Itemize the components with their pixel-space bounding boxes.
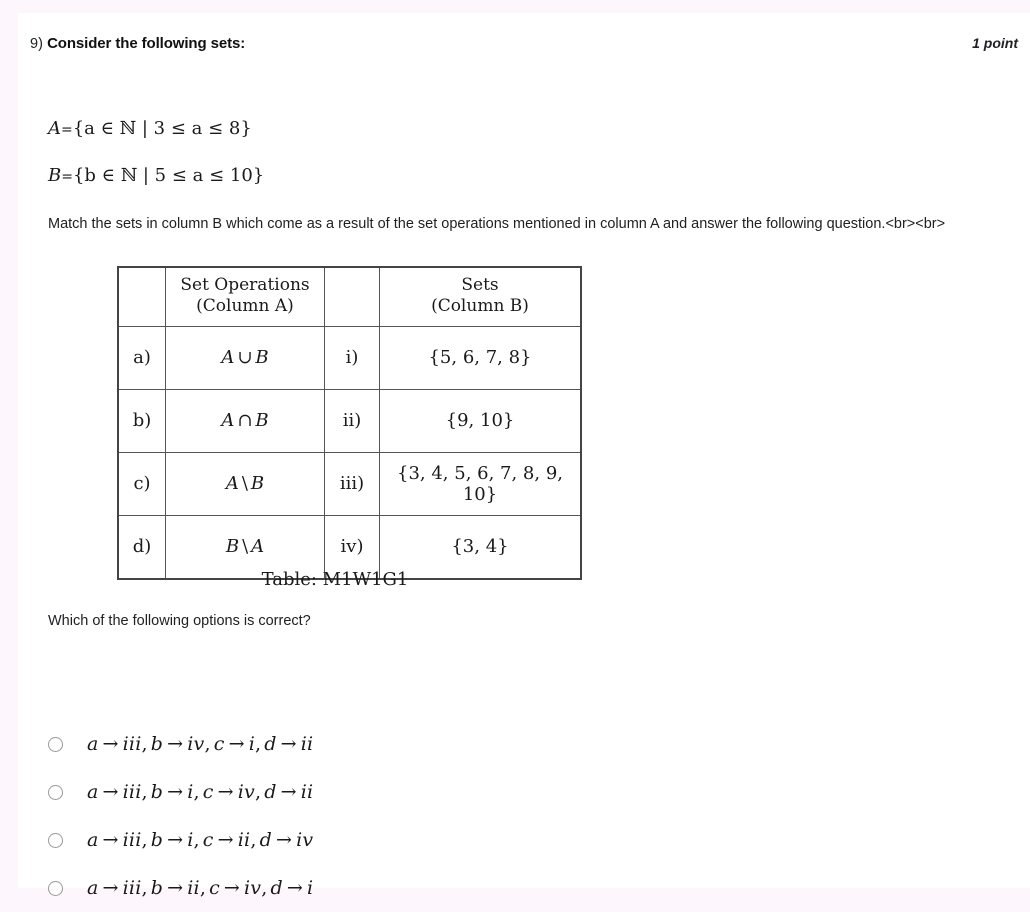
comma-separator: , [199,877,207,899]
operation-left-operand: A [221,347,235,368]
opt3-p6: d [259,829,272,851]
operation-right-operand: B [255,410,269,431]
arrow-icon: → [280,733,297,755]
arrow-icon: → [167,829,184,851]
comma-separator: , [141,829,148,851]
opt1-p0: a [87,733,99,755]
opt2-p3: i [187,781,194,803]
opt1-p3: iv [187,733,205,755]
radio-button-icon[interactable] [48,737,63,752]
opt3-p2: b [150,829,164,851]
arrow-icon: → [228,733,245,755]
arrow-icon: → [167,877,184,899]
row-operation [166,452,325,515]
opt2-p2: b [150,781,164,803]
set-b-definition [48,165,264,186]
matching-table [117,266,582,580]
comma-separator: , [193,829,200,851]
operation-symbol: ∪ [237,347,253,368]
opt3-p3: i [187,829,194,851]
opt1-p2: b [150,733,164,755]
opt4-p5: iv [244,877,262,899]
operation-left-operand: B [225,536,240,557]
comma-separator: , [254,733,262,755]
table-body [118,326,581,579]
opt2-p1: iii [122,781,142,803]
opt3-p1: iii [122,829,142,851]
header-column-a-line2: (Column A) [196,296,294,317]
comma-separator: , [250,829,257,851]
operation-symbol: \ [242,536,249,557]
arrow-icon: → [102,781,119,803]
row-roman: i) [325,326,380,389]
table-row [118,452,581,515]
row-label: b) [118,389,166,452]
sub-question-text: Which of the following options is correct? [48,613,311,629]
row-set: {3, 4} [380,515,582,579]
header-column-a [166,267,325,326]
row-roman: iii) [325,452,380,515]
row-roman: iv) [325,515,380,579]
opt1-p5: i [248,733,255,755]
arrow-icon: → [102,877,119,899]
arrow-icon: → [102,733,119,755]
header-blank-left [118,267,166,326]
arrow-icon: → [217,829,234,851]
opt4-p1: iii [122,877,142,899]
row-set: {9, 10} [380,389,582,452]
radio-button-icon[interactable] [48,785,63,800]
row-operation [166,389,325,452]
opt3-p5: ii [237,829,251,851]
table-row [118,389,581,452]
comma-separator: , [141,877,148,899]
opt4-p0: a [87,877,99,899]
table-head [118,267,581,326]
comma-separator: , [261,877,268,899]
page-title: Consider the following sets: [47,35,246,52]
option-4[interactable] [48,864,948,912]
opt4-p7: i [307,877,314,899]
arrow-icon: → [102,829,119,851]
answer-options-group [48,720,948,912]
opt4-p2: b [150,877,164,899]
table-header-row [118,267,581,326]
comma-separator: , [141,781,148,803]
set-b-name: B [48,165,62,186]
opt3-p7: iv [296,829,314,851]
opt2-p7: ii [300,781,314,803]
opt4-p6: d [270,877,283,899]
question-points-badge: 1 point [972,35,1018,51]
table-row [118,326,581,389]
arrow-icon: → [275,829,293,851]
operation-left-operand: A [225,473,239,494]
question-header [30,35,1018,52]
set-a-definition [48,118,252,139]
opt2-p4: c [202,781,214,803]
operation-symbol: \ [241,473,248,494]
header-column-b [380,267,582,326]
set-a-name: A [48,118,61,139]
opt1-p4: c [213,733,225,755]
set-b-body: {b ∈ ℕ | 5 ≤ a ≤ 10} [72,165,265,186]
arrow-icon: → [286,877,303,899]
opt3-p4: c [202,829,214,851]
arrow-icon: → [280,781,297,803]
opt3-p0: a [87,829,99,851]
row-label: c) [118,452,166,515]
opt4-p4: c [209,877,220,899]
option-2-label [87,781,313,803]
option-1[interactable] [48,720,948,768]
operation-right-operand: B [250,473,265,494]
option-3[interactable] [48,816,948,864]
row-label: a) [118,326,166,389]
option-2[interactable] [48,768,948,816]
arrow-icon: → [167,733,184,755]
comma-separator: , [254,781,262,803]
radio-button-icon[interactable] [48,881,63,896]
comma-separator: , [204,733,211,755]
header-column-b-line1: Sets [461,275,499,295]
question-heading [30,35,245,52]
opt2-p0: a [87,781,99,803]
option-3-label [87,829,313,851]
table-caption: Table: M1W1G1 [261,569,409,590]
set-a-equals: = [61,122,73,138]
header-column-a-line1: Set Operations [180,275,310,295]
header-column-b-line2: (Column B) [431,296,529,317]
arrow-icon: → [167,781,184,803]
opt1-p7: ii [300,733,314,755]
option-1-label [87,733,313,755]
row-roman: ii) [325,389,380,452]
opt2-p6: d [264,781,277,803]
row-set: {3, 4, 5, 6, 7, 8, 9, 10} [380,452,582,515]
opt2-p5: iv [237,781,255,803]
arrow-icon: → [217,781,234,803]
operation-right-operand: A [251,536,265,557]
header-blank-mid [325,267,380,326]
comma-separator: , [193,781,200,803]
comma-separator: , [141,733,148,755]
operation-symbol: ∩ [237,410,253,431]
set-b-equals: = [61,169,73,185]
opt4-p3: ii [187,877,200,899]
row-operation [166,326,325,389]
instruction-text: Match the sets in column B which come as a result of the set operations mentioned in column A and answer the following question.<br><br> [48,216,946,232]
operation-left-operand: A [221,410,235,431]
question-number: 9) [30,36,43,52]
opt1-p6: d [264,733,277,755]
row-set: {5, 6, 7, 8} [380,326,582,389]
operation-right-operand: B [255,347,269,368]
arrow-icon: → [223,877,241,899]
set-a-body: {a ∈ ℕ | 3 ≤ a ≤ 8} [72,118,252,139]
option-4-label [87,877,313,899]
row-label: d) [118,515,166,579]
question-card [18,13,1030,899]
opt1-p1: iii [122,733,142,755]
radio-button-icon[interactable] [48,833,63,848]
